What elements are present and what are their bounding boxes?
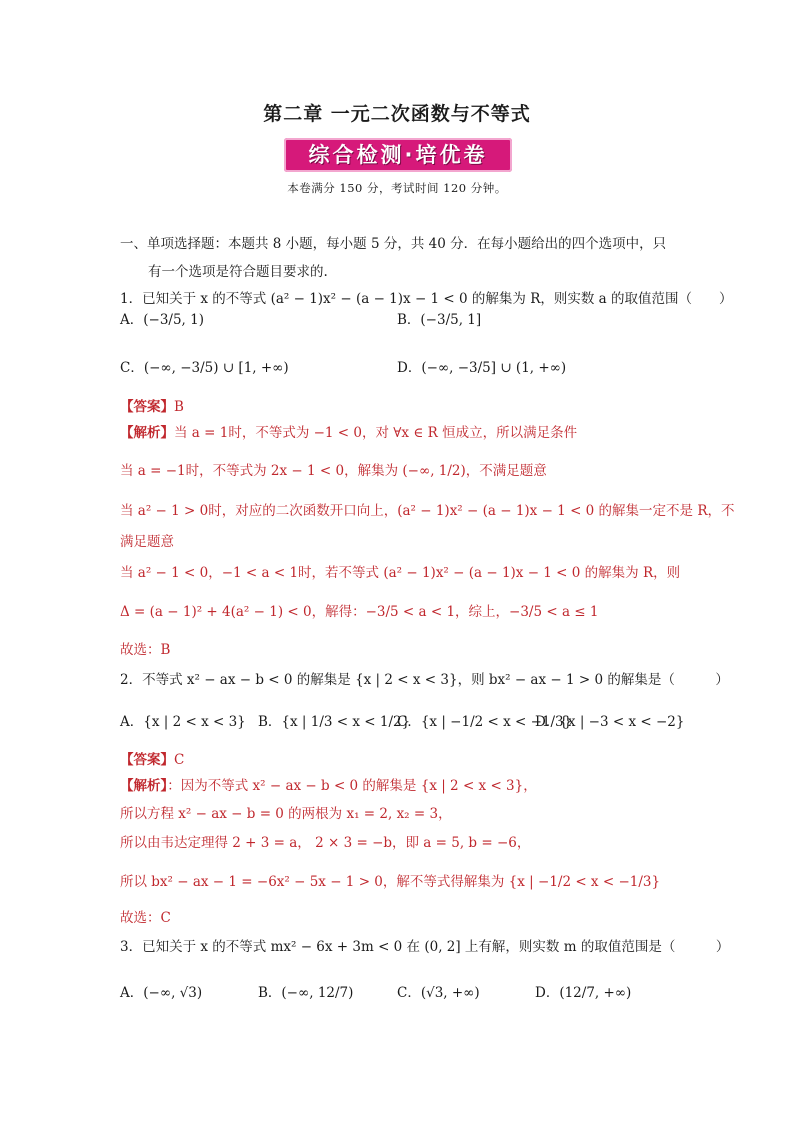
- section-heading-line1: 一、单项选择题：本题共 8 小题，每小题 5 分，共 40 分．在每小题给出的四个选项中，只: [120, 236, 667, 252]
- question-1-option-c: C．(−∞, −3/5) ∪ [1, +∞): [120, 360, 289, 376]
- answer-value: B: [174, 399, 184, 415]
- question-3-option-c: C．(√3, +∞): [397, 985, 480, 1001]
- question-1-choice: 故选：B: [120, 642, 171, 658]
- exam-info: 本卷满分 150 分，考试时间 120 分钟。: [287, 181, 507, 195]
- answer-label: 【答案】: [120, 399, 174, 415]
- question-1-analysis-3: 当 a² − 1 > 0时，对应的二次函数开口向上，(a² − 1)x² − (a − 1)x − 1 < 0 的解集一定不是 R，不: [120, 503, 735, 519]
- question-3-stem: 3．已知关于 x 的不等式 mx² − 6x + 3m < 0 在 (0, 2] 上有解，则实数 m 的取值范围是（ ）: [120, 939, 730, 955]
- analysis-label: 【解析】: [120, 778, 168, 794]
- question-2-analysis-1: [120, 776, 537, 796]
- question-1-analysis-6: Δ = (a − 1)² + 4(a² − 1) < 0，解得：−3/5 < a < 1，综上，−3/5 < a ≤ 1: [120, 604, 599, 620]
- question-1-stem: 1．已知关于 x 的不等式 (a² − 1)x² − (a − 1)x − 1 < 0 的解集为 R，则实数 a 的取值范围（ ）: [120, 291, 733, 307]
- page-title: 第二章 一元二次函数与不等式: [263, 103, 531, 125]
- answer-label: 【答案】: [120, 752, 174, 768]
- question-2-option-c: C．{x | −1/2 < x < −1/3}: [397, 714, 573, 730]
- question-2-option-b: B．{x | 1/3 < x < 1/2}: [258, 714, 411, 730]
- analysis-label: 【解析】: [120, 425, 174, 441]
- question-1-analysis-2: 当 a = −1时，不等式为 2x − 1 < 0，解集为 (−∞, 1/2)，不满足题意: [120, 463, 547, 479]
- question-3-option-a: A．(−∞, √3): [120, 985, 203, 1001]
- question-1-analysis-4: 满足题意: [120, 534, 174, 550]
- question-2-analysis-2: 所以方程 x² − ax − b = 0 的两根为 x₁ = 2, x₂ = 3，: [120, 806, 452, 822]
- question-2-analysis-3: 所以由韦达定理得 2 + 3 = a， 2 × 3 = −b，即 a = 5, b = −6，: [120, 835, 531, 851]
- question-1-option-b: B．(−3/5, 1]: [397, 312, 482, 328]
- analysis-text: 当 a = 1时，不等式为 −1 < 0，对 ∀x ∈ R 恒成立，所以满足条件: [174, 425, 578, 441]
- question-2-stem: 2．不等式 x² − ax − b < 0 的解集是 {x | 2 < x < 3}，则 bx² − ax − 1 > 0 的解集是（ ）: [120, 672, 729, 688]
- answer-value: C: [174, 752, 185, 768]
- question-3-option-b: B．(−∞, 12/7): [258, 985, 354, 1001]
- section-heading-line2: 有一个选项是符合题目要求的.: [148, 264, 328, 280]
- question-1-analysis-5: 当 a² − 1 < 0，−1 < a < 1时，若不等式 (a² − 1)x² − (a − 1)x − 1 < 0 的解集为 R，则: [120, 565, 681, 581]
- question-1-analysis-1: [120, 423, 577, 443]
- question-2-choice: 故选：C: [120, 910, 171, 926]
- question-2-answer: [120, 750, 184, 770]
- question-2-option-d: D．{x | −3 < x < −2}: [535, 714, 685, 730]
- question-1-option-a: A．(−3/5, 1): [120, 312, 204, 328]
- banner-label: 综合检测·培优卷: [308, 143, 488, 167]
- title-banner: [284, 138, 512, 172]
- question-1-answer: [120, 397, 184, 417]
- question-2-analysis-4: 所以 bx² − ax − 1 = −6x² − 5x − 1 > 0，解不等式得解集为 {x | −1/2 < x < −1/3}: [120, 874, 661, 890]
- question-3-option-d: D．(12/7, +∞): [535, 985, 632, 1001]
- question-1-option-d: D．(−∞, −3/5] ∪ (1, +∞): [397, 360, 567, 376]
- analysis-text: ：因为不等式 x² − ax − b < 0 的解集是 {x | 2 < x < 3}，: [167, 778, 537, 794]
- question-2-option-a: A．{x | 2 < x < 3}: [120, 714, 246, 730]
